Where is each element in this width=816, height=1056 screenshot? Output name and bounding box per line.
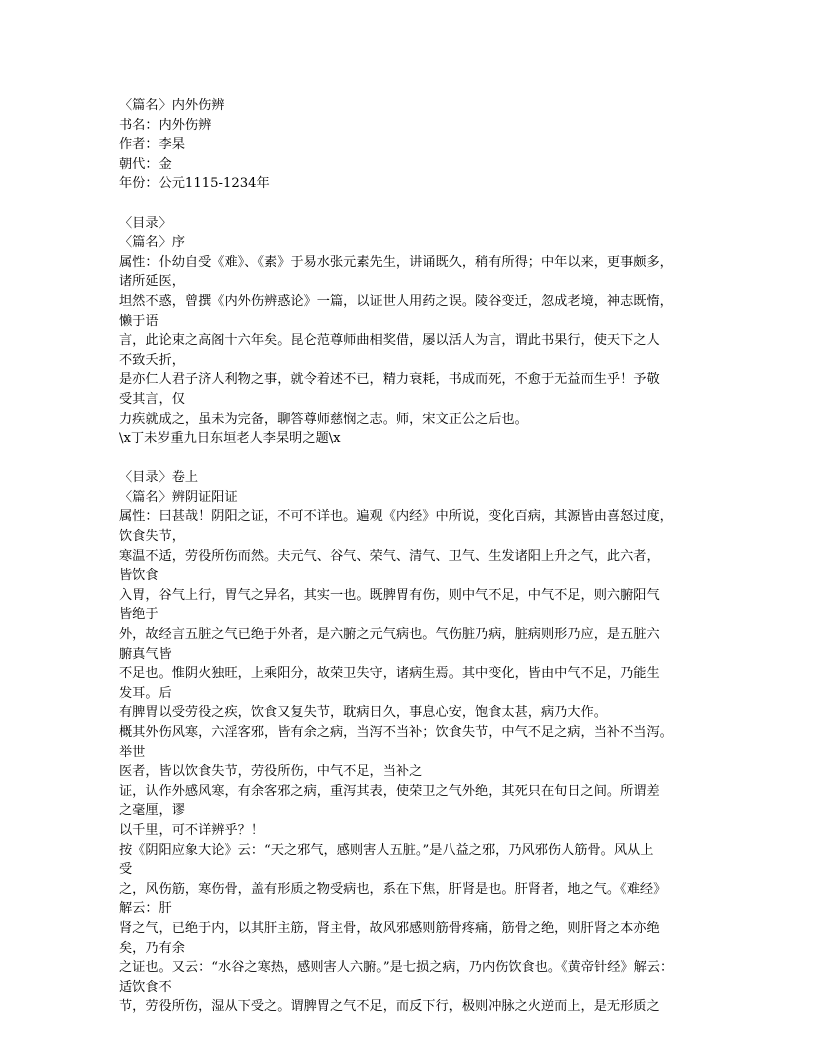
chapter-line: 入胃，谷气上行，胃气之异名，其实一也。既脾胃有伤，则中气不足，中气不足，则六腑阳气 <box>119 587 660 603</box>
preface-line: 诸所延医， <box>119 274 185 290</box>
header-year-line: 年份：公元1115-1234年 <box>119 176 270 192</box>
chapter-line: 适饮食不 <box>119 979 172 995</box>
preface-title: 〈篇名〉序 <box>119 235 185 251</box>
preface-line: 不致夭折， <box>119 352 185 368</box>
document-text <box>119 96 699 1017</box>
chapter-line: 有脾胃以受劳役之疾，饮食又复失节，耽病日久，事息心安，饱食太甚，病乃大作。 <box>119 705 607 721</box>
chapter-line: 属性：曰甚哉！阴阳之证，不可不详也。遍观《内经》中所说，变化百病，其源皆由喜怒过度， <box>119 509 673 525</box>
chapter-line: 概其外伤风寒，六淫客邪，皆有余之病，当泻不当补；饮食失节，中气不足之病，当补不当泻。 <box>119 725 673 740</box>
chapter-line: 皆饮食 <box>119 568 159 584</box>
chapter-line: 解云：肝 <box>119 901 172 917</box>
chapter-line: 饮食失节， <box>119 529 185 545</box>
blank-line <box>119 449 699 469</box>
preface-signature: \x丁未岁重九日东垣老人李杲明之题\x <box>119 431 341 447</box>
preface-line: 是亦仁人君子济人利物之事，就令着述不已，精力衰耗，书成而死，不愈于无益而生乎！予敬 <box>119 372 660 388</box>
preface-line: 懒于语 <box>119 313 159 329</box>
preface-toc: 〈目录〉 <box>119 215 172 231</box>
chapter-line: 按《阴阳应象大论》云：“天之邪气，感则害人五脏。”是八益之邪，乃风邪伤人筋骨。风从上 <box>119 842 654 858</box>
chapter-title: 〈篇名〉辨阴证阳证 <box>119 489 238 505</box>
preface-line: 坦然不惑，曾撰《内外伤辨惑论》一篇，以证世人用药之误。陵谷变迁，忽成老境，神志既惰， <box>119 293 673 309</box>
chapter-line: 不足也。惟阴火独旺，上乘阳分，故荣卫失守，诸病生焉。其中变化，皆由中气不足，乃能生 <box>119 666 660 682</box>
preface-line: 受其言，仅 <box>119 391 185 407</box>
chapter-line: 节，劳役所伤，湿从下受之。谓脾胃之气不足，而反下行，极则冲脉之火逆而上，是无形质之 <box>119 999 660 1015</box>
preface-line: 言，此论束之高阁十六年矣。昆仑范尊师曲相奖借，屡以活人为言，谓此书果行，使天下之人 <box>119 333 660 349</box>
preface-line: 属性：仆幼自受《难》、《素》于易水张元素先生，讲诵既久，稍有所得；中年以来，更事颇多， <box>119 254 673 270</box>
header-dynasty-line: 朝代：金 <box>119 156 172 172</box>
chapter-line: 矣，乃有余 <box>119 940 185 956</box>
chapter-line: 受 <box>119 862 133 878</box>
chapter-line: 举世 <box>119 744 146 760</box>
chapter-line: 之证也。又云：“水谷之寒热，感则害人六腑。”是七损之病，乃内伤饮食也。《黄帝针经》解云： <box>119 960 674 976</box>
blank-line <box>119 194 699 214</box>
chapter-line: 发耳。后 <box>119 685 172 701</box>
chapter-line: 肾之气，已绝于内，以其肝主筋，肾主骨，故风邪感则筋骨疼痛，筋骨之绝，则肝肾之本亦绝 <box>119 920 660 936</box>
chapter-line: 腑真气皆 <box>119 646 172 662</box>
chapter-line: 皆绝于 <box>119 607 159 623</box>
chapter-line: 寒温不适，劳役所伤而然。夫元气、谷气、荣气、清气、卫气、生发诸阳上升之气，此六者， <box>119 548 660 564</box>
header-author-line: 作者：李杲 <box>119 137 185 153</box>
chapter-toc: 〈目录〉卷上 <box>119 470 199 486</box>
chapter-line: 医者，皆以饮食失节，劳役所伤，中气不足，当补之 <box>119 764 423 780</box>
chapter-line: 之，风伤筋，寒伤骨，盖有形质之物受病也，系在下焦，肝肾是也。肝肾者，地之气。《难经》 <box>119 881 667 897</box>
preface-line: 力疾就成之，虽未为完备，聊答尊师慈悯之志。师，宋文正公之后也。 <box>119 411 528 427</box>
chapter-line: 之毫厘，谬 <box>119 803 185 819</box>
chapter-line: 外，故经言五脏之气已绝于外者，是六腑之元气病也。气伤脏乃病，脏病则形乃应，是五脏六 <box>119 627 660 643</box>
header-book-line: 书名：内外伤辨 <box>119 117 212 133</box>
chapter-line: 证，认作外感风寒，有余客邪之病，重泻其表，使荣卫之气外绝，其死只在旬日之间。所谓差 <box>119 783 660 799</box>
chapter-line: 以千里，可不详辨乎？！ <box>119 822 265 838</box>
header-title-line: 〈篇名〉内外伤辨 <box>119 98 225 113</box>
